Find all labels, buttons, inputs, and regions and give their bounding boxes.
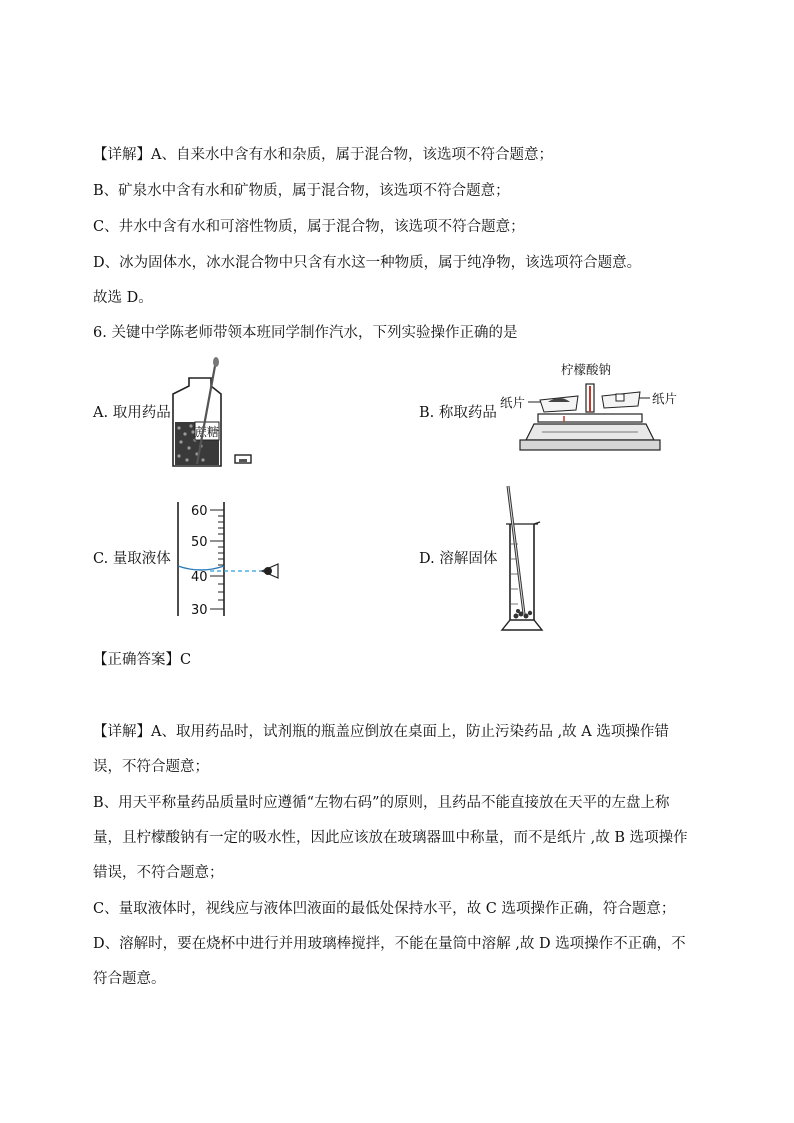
option-c-tick-60: 60 [191,504,208,519]
detail1-line-4: D、冰为固体水，冰水混合物中只含有水这一种物质，属于纯净物，该选项符合题意。 [93,255,642,271]
detail2-line-4: 量，且柠檬酸钠有一定的吸水性，因此应该放在玻璃器皿中称量，而不是纸片 ,故 B 选项操作 [93,830,688,846]
option-d-label: D. 溶解固体 [419,551,498,567]
detail2-line-1: 【详解】A、取用药品时，试剂瓶的瓶盖应倒放在桌面上，防止污染药品 ,故 A 选项操作错 [93,724,669,740]
option-a-label: A. 取用药品 [93,405,171,421]
option-b-label-paper-right: 纸片 [652,391,678,406]
detail1-line-1: 【详解】A、自来水中含有水和杂质，属于混合物，该选项不符合题意； [93,147,553,163]
option-b-figure [498,360,708,460]
option-a-figure-label: 蔗糖 [194,425,220,439]
detail2-line-3: B、用天平称量药品质量时应遵循“左物右码”的原则，且药品不能直接放在天平的左盘上称 [93,795,670,811]
option-b-label: B. 称取药品 [419,405,497,421]
option-c-tick-40: 40 [191,570,208,585]
option-b-label-paper-left: 纸片 [500,395,526,410]
option-a-figure [165,356,265,474]
option-c-tick-30: 30 [191,603,208,618]
detail2-line-5: 错误，不符合题意； [93,865,224,881]
detail2-line-2: 误，不符合题意； [93,759,209,775]
option-c-tick-50: 50 [191,535,208,550]
option-d-figure [498,484,548,634]
option-c-label: C. 量取液体 [93,551,171,567]
detail1-conclusion: 故选 D。 [93,290,153,306]
detail2-line-6: C、量取液体时，视线应与液体凹液面的最低处保持水平，故 C 选项操作正确，符合题意； [93,901,676,917]
question6-stem: 6. 关键中学陈老师带领本班同学制作汽水，下列实验操作正确的是 [93,325,518,341]
detail1-line-3: C、井水中含有水和可溶性物质，属于混合物，该选项不符合题意； [93,219,525,235]
option-c-figure [170,498,282,618]
detail2-line-8: 符合题意。 [93,971,166,987]
option-b-label-sodium-citrate: 柠檬酸钠 [560,362,612,377]
detail1-line-2: B、矿泉水中含有水和矿物质，属于混合物，该选项不符合题意； [93,183,510,199]
answer-line: 【正确答案】C [93,652,192,668]
detail2-line-7: D、溶解时，要在烧杯中进行并用玻璃棒搅拌，不能在量筒中溶解 ,故 D 选项操作不正确，不 [93,936,686,952]
